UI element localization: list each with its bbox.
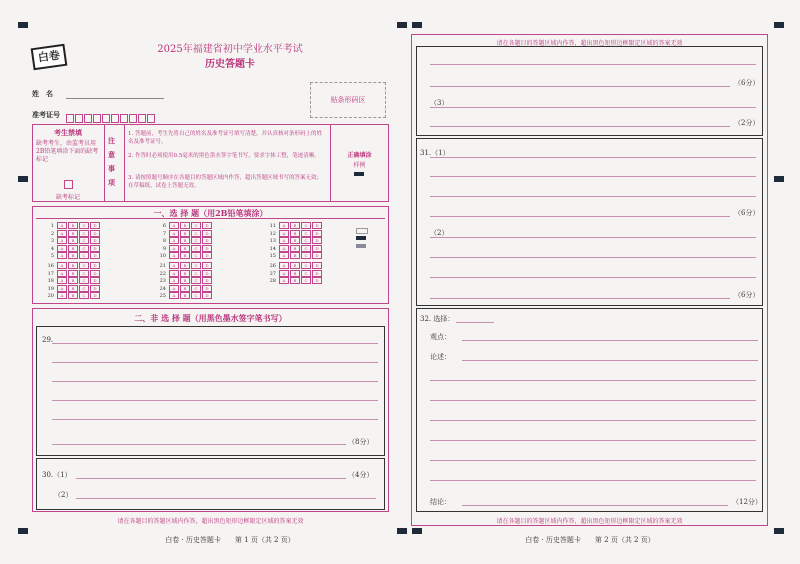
option-bubble-d[interactable]: D (312, 262, 322, 269)
option-bubble-c[interactable]: C (79, 222, 89, 229)
option-bubble-c[interactable]: C (191, 252, 201, 259)
option-bubble-b[interactable]: B (180, 285, 190, 292)
q30-part2: （2） (54, 491, 73, 499)
question-number: 13 (269, 238, 276, 244)
option-bubble-a[interactable]: A (169, 285, 179, 292)
choice-row (158, 230, 212, 237)
choice-row (268, 237, 322, 244)
q32-choice-label: 32. 选择： (420, 315, 455, 323)
option-bubble-a[interactable]: A (169, 277, 179, 284)
option-bubble-d[interactable]: D (90, 285, 100, 292)
option-bubble-a[interactable]: A (279, 270, 289, 277)
choice-row (268, 252, 322, 259)
option-bubble-a[interactable]: A (57, 230, 67, 237)
option-bubble-b[interactable]: B (180, 245, 190, 252)
option-bubble-d[interactable]: D (90, 237, 100, 244)
q30-part3: （3） (430, 99, 449, 107)
option-bubble-d[interactable]: D (90, 262, 100, 269)
option-bubble-a[interactable]: A (169, 237, 179, 244)
answer-line[interactable] (52, 419, 378, 420)
choice-row (46, 285, 100, 292)
option-bubble-d[interactable]: D (90, 270, 100, 277)
option-bubble-b[interactable]: B (180, 270, 190, 277)
option-bubble-b[interactable]: B (68, 230, 78, 237)
option-bubble-d[interactable]: D (90, 245, 100, 252)
section2-title: 二、非 选 择 题（用黑色墨水签字笔书写） (134, 313, 287, 323)
answer-line[interactable] (430, 107, 756, 108)
exam-title: 2025年福建省初中学业水平考试 (157, 44, 303, 55)
option-bubble-a[interactable]: A (57, 245, 67, 252)
q29-number: 29. (42, 336, 54, 344)
q30-part1: 30.（1） (42, 471, 72, 479)
absent-mark-label: 缺考标记 (55, 194, 80, 201)
option-bubble-c[interactable]: C (301, 222, 311, 229)
option-bubble-a[interactable]: A (57, 292, 67, 299)
option-bubble-d[interactable]: D (202, 262, 212, 269)
question-number: 20 (47, 293, 54, 299)
question-number: 7 (162, 230, 166, 237)
notice-item-1: 1. 答题前，考生先将自己的姓名及准考证号填写清楚，并认真核对条形码上的姓名及准考证号。 (128, 131, 322, 145)
option-bubble-a[interactable]: A (57, 277, 67, 284)
registration-mark (774, 22, 784, 28)
question-number: 11 (269, 223, 276, 229)
option-bubble-c[interactable]: C (79, 270, 89, 277)
option-bubble-d[interactable]: D (312, 230, 322, 237)
question-number: 21 (159, 263, 166, 269)
choice-row (46, 262, 100, 269)
registration-mark (412, 528, 422, 534)
question-number: 3 (50, 238, 54, 244)
option-bubble-c[interactable]: C (191, 262, 201, 269)
question-number: 15 (269, 253, 276, 259)
question-number: 27 (269, 270, 276, 277)
choice-row (268, 245, 322, 252)
question-number: 1 (50, 223, 54, 229)
option-bubble-a[interactable]: A (169, 270, 179, 277)
registration-mark (18, 528, 28, 534)
fill-example-sub: 样例 (353, 162, 366, 169)
option-bubble-b[interactable]: B (180, 277, 190, 284)
option-bubble-c[interactable]: C (79, 277, 89, 284)
option-bubble-b[interactable]: B (68, 252, 78, 259)
option-bubble-c[interactable]: C (79, 292, 89, 299)
choice-row (46, 277, 100, 284)
option-bubble-a[interactable]: A (57, 285, 67, 292)
choice-row (158, 252, 212, 259)
choice-row (268, 262, 322, 269)
section1-title: 一、选 择 题（用2B铅笔填涂） (153, 208, 268, 218)
q31-part2: （2） (430, 229, 449, 237)
option-bubble-d[interactable]: D (90, 230, 100, 237)
q32-argument-label: 论述： (430, 353, 451, 361)
question-number: 2 (50, 230, 54, 237)
option-bubble-c[interactable]: C (301, 230, 311, 237)
registration-mark (412, 22, 422, 28)
option-bubble-c[interactable]: C (301, 262, 311, 269)
id-label: 准考证号 (32, 110, 60, 119)
question-number: 26 (269, 263, 276, 269)
option-bubble-a[interactable]: A (57, 270, 67, 277)
option-bubble-b[interactable]: B (290, 262, 300, 269)
option-bubble-c[interactable]: C (191, 270, 201, 277)
registration-mark (397, 528, 407, 534)
option-bubble-b[interactable]: B (290, 252, 300, 259)
option-bubble-d[interactable]: D (202, 245, 212, 252)
option-bubble-c[interactable]: C (191, 285, 201, 292)
option-bubble-b[interactable]: B (290, 245, 300, 252)
option-bubble-b[interactable]: B (180, 237, 190, 244)
option-bubble-d[interactable]: D (202, 237, 212, 244)
q32-conclusion-label: 结论： (430, 498, 451, 506)
option-bubble-c[interactable]: C (301, 252, 311, 259)
option-bubble-d[interactable]: D (202, 292, 212, 299)
option-bubble-b[interactable]: B (68, 222, 78, 229)
fill-sample-c (356, 244, 366, 248)
q32-viewpoint-label: 观点： (430, 333, 451, 341)
fill-example-mark (354, 172, 364, 176)
option-bubble-c[interactable]: C (191, 230, 201, 237)
option-bubble-b[interactable]: B (68, 262, 78, 269)
q29-box (36, 326, 385, 456)
answer-line[interactable] (52, 400, 378, 401)
fill-example-title: 正确填涂 (347, 152, 372, 159)
choice-row (46, 237, 100, 244)
absent-text: 缺考考生，由监考员用2B铅笔填涂下面的缺考标记 (36, 140, 99, 163)
answer-line[interactable] (52, 444, 346, 445)
question-number: 16 (47, 263, 54, 269)
option-bubble-a[interactable]: A (57, 222, 67, 229)
option-bubble-b[interactable]: B (68, 270, 78, 277)
q31-part1: 31.（1） (420, 149, 450, 157)
option-bubble-c[interactable]: C (301, 270, 311, 277)
q31-part2-points: （6分） (734, 291, 760, 299)
option-bubble-b[interactable]: B (180, 230, 190, 237)
badge-text: 白卷 (37, 48, 61, 65)
option-bubble-b[interactable]: B (68, 292, 78, 299)
question-number: 28 (269, 278, 276, 284)
notice-label: 注 意 事 项 (108, 136, 122, 187)
option-bubble-b[interactable]: B (180, 292, 190, 299)
question-number: 19 (47, 285, 54, 292)
option-bubble-b[interactable]: B (290, 237, 300, 244)
choice-row (158, 222, 212, 229)
option-bubble-d[interactable]: D (202, 230, 212, 237)
option-bubble-c[interactable]: C (191, 277, 201, 284)
option-bubble-d[interactable]: D (202, 252, 212, 259)
q30-part1-points: （4分） (348, 471, 374, 479)
absent-checkbox[interactable] (64, 180, 73, 189)
option-bubble-d[interactable]: D (312, 222, 322, 229)
option-bubble-c[interactable]: C (301, 237, 311, 244)
option-bubble-a[interactable]: A (57, 252, 67, 259)
answer-line[interactable] (430, 64, 756, 65)
option-bubble-c[interactable]: C (191, 222, 201, 229)
option-bubble-c[interactable]: C (79, 285, 89, 292)
choice-row (268, 277, 322, 284)
q32-choice-line[interactable] (456, 322, 494, 323)
option-bubble-a[interactable]: A (169, 245, 179, 252)
question-number: 9 (162, 245, 166, 252)
warning-footer-left: 请在各题目的答题区域内作答，超出黑色矩形边框限定区域的答案无效 (117, 518, 304, 525)
option-bubble-d[interactable]: D (202, 270, 212, 277)
choice-row (268, 270, 322, 277)
card-subtitle: 历史答题卡 (205, 59, 255, 70)
question-number: 6 (162, 223, 166, 229)
question-number: 12 (269, 230, 276, 237)
choice-row (158, 270, 212, 277)
question-number: 23 (159, 278, 166, 284)
option-bubble-b[interactable]: B (290, 230, 300, 237)
choice-row (46, 222, 100, 229)
option-bubble-d[interactable]: D (312, 245, 322, 252)
choice-row (268, 222, 322, 229)
option-bubble-c[interactable]: C (301, 245, 311, 252)
absent-title: 考生禁填 (54, 128, 82, 137)
option-bubble-d[interactable]: D (312, 237, 322, 244)
option-bubble-b[interactable]: B (290, 277, 300, 284)
option-bubble-a[interactable]: A (279, 277, 289, 284)
option-bubble-c[interactable]: C (79, 237, 89, 244)
option-bubble-a[interactable]: A (279, 222, 289, 229)
option-bubble-d[interactable]: D (90, 252, 100, 259)
q30-part1-line[interactable] (76, 478, 346, 479)
option-bubble-a[interactable]: A (169, 252, 179, 259)
choice-row (158, 285, 212, 292)
option-bubble-b[interactable]: B (68, 277, 78, 284)
option-bubble-b[interactable]: B (180, 262, 190, 269)
choice-row (268, 230, 322, 237)
choice-row (46, 230, 100, 237)
warning-footer-right: 请在各题目的答题区域内作答，超出黑色矩形边框限定区域的答案无效 (496, 518, 683, 525)
q32-points: （12分） (732, 498, 762, 506)
option-bubble-d[interactable]: D (312, 270, 322, 277)
option-bubble-d[interactable]: D (90, 222, 100, 229)
option-bubble-d[interactable]: D (90, 292, 100, 299)
option-bubble-a[interactable]: A (169, 292, 179, 299)
q31-box (416, 138, 763, 306)
option-bubble-a[interactable]: A (169, 262, 179, 269)
option-bubble-b[interactable]: B (180, 222, 190, 229)
answer-line[interactable] (430, 126, 730, 127)
choice-row (46, 252, 100, 259)
choice-row (46, 270, 100, 277)
option-bubble-b[interactable]: B (68, 237, 78, 244)
option-bubble-c[interactable]: C (79, 230, 89, 237)
option-bubble-a[interactable]: A (279, 262, 289, 269)
option-bubble-c[interactable]: C (191, 237, 201, 244)
option-bubble-b[interactable]: B (290, 270, 300, 277)
option-bubble-a[interactable]: A (169, 230, 179, 237)
option-bubble-c[interactable]: C (79, 245, 89, 252)
registration-mark (18, 176, 28, 182)
question-number: 17 (47, 270, 54, 277)
question-number: 18 (47, 278, 54, 284)
q31-part1-points: （6分） (734, 209, 760, 217)
answer-line[interactable] (430, 86, 730, 87)
choice-row (158, 292, 212, 299)
question-number: 24 (159, 285, 166, 292)
option-bubble-a[interactable]: A (169, 222, 179, 229)
option-bubble-d[interactable]: D (312, 277, 322, 284)
registration-mark (774, 176, 784, 182)
q30-part3-points: （2分） (734, 119, 760, 127)
option-bubble-c[interactable]: C (79, 252, 89, 259)
q30-box (36, 458, 385, 510)
q29-points: （8分） (348, 438, 374, 446)
option-bubble-d[interactable]: D (202, 222, 212, 229)
name-field[interactable] (66, 98, 164, 99)
q30-continued-points: （6分） (734, 79, 760, 87)
option-bubble-b[interactable]: B (68, 285, 78, 292)
name-label: 姓 名 (32, 89, 53, 98)
answer-line[interactable] (52, 381, 378, 382)
option-bubble-c[interactable]: C (191, 292, 201, 299)
choice-row (46, 292, 100, 299)
page-footer-left: 白卷 · 历史答题卡 第 1 页（共 2 页） (165, 536, 295, 544)
choice-row (158, 245, 212, 252)
choice-row (46, 245, 100, 252)
question-number: 4 (50, 245, 54, 252)
notice-item-3: 3. 请按照题号顺序在各题目的答题区域内作答，超出答题区域书写的答案无效；在草稿纸、试卷上答题无效。 (128, 175, 322, 189)
question-number: 10 (159, 253, 166, 259)
q32-box (416, 308, 763, 512)
option-bubble-d[interactable]: D (90, 277, 100, 284)
notice-item-2: 2. 作答时必须使用0.5毫米的黑色墨水签字笔书写，要求字体工整，笔迹清晰。 (128, 153, 320, 159)
warning-header-right: 请在各题目的答题区域内作答，超出黑色矩形边框限定区域的答案无效 (496, 40, 683, 47)
option-bubble-d[interactable]: D (202, 285, 212, 292)
option-bubble-d[interactable]: D (202, 277, 212, 284)
registration-mark (397, 22, 407, 28)
answer-line[interactable] (52, 362, 378, 363)
option-bubble-c[interactable]: C (301, 277, 311, 284)
registration-mark (18, 22, 28, 28)
question-number: 5 (50, 253, 54, 259)
choice-row (158, 262, 212, 269)
option-bubble-a[interactable]: A (57, 237, 67, 244)
barcode-label: 贴条形码区 (330, 96, 366, 104)
answer-line[interactable] (52, 343, 378, 344)
question-number: 8 (162, 238, 166, 244)
fill-sample-b (356, 236, 366, 240)
choice-row (158, 277, 212, 284)
option-bubble-b[interactable]: B (180, 252, 190, 259)
option-bubble-b[interactable]: B (290, 222, 300, 229)
paper-type-badge (31, 44, 68, 71)
option-bubble-a[interactable]: A (57, 262, 67, 269)
choice-row (158, 237, 212, 244)
page-footer-right: 白卷 · 历史答题卡 第 2 页（共 2 页） (525, 536, 655, 544)
question-number: 22 (159, 270, 166, 277)
option-bubble-c[interactable]: C (191, 245, 201, 252)
option-bubble-a[interactable]: A (279, 252, 289, 259)
q30-part2-line[interactable] (76, 498, 376, 499)
option-bubble-a[interactable]: A (279, 237, 289, 244)
fill-sample-a (356, 228, 368, 234)
question-number: 14 (269, 245, 276, 252)
question-number: 25 (159, 293, 166, 299)
option-bubble-c[interactable]: C (79, 262, 89, 269)
option-bubble-a[interactable]: A (279, 245, 289, 252)
option-bubble-a[interactable]: A (279, 230, 289, 237)
option-bubble-b[interactable]: B (68, 245, 78, 252)
q30-continued-box (416, 46, 763, 136)
option-bubble-d[interactable]: D (312, 252, 322, 259)
registration-mark (774, 528, 784, 534)
